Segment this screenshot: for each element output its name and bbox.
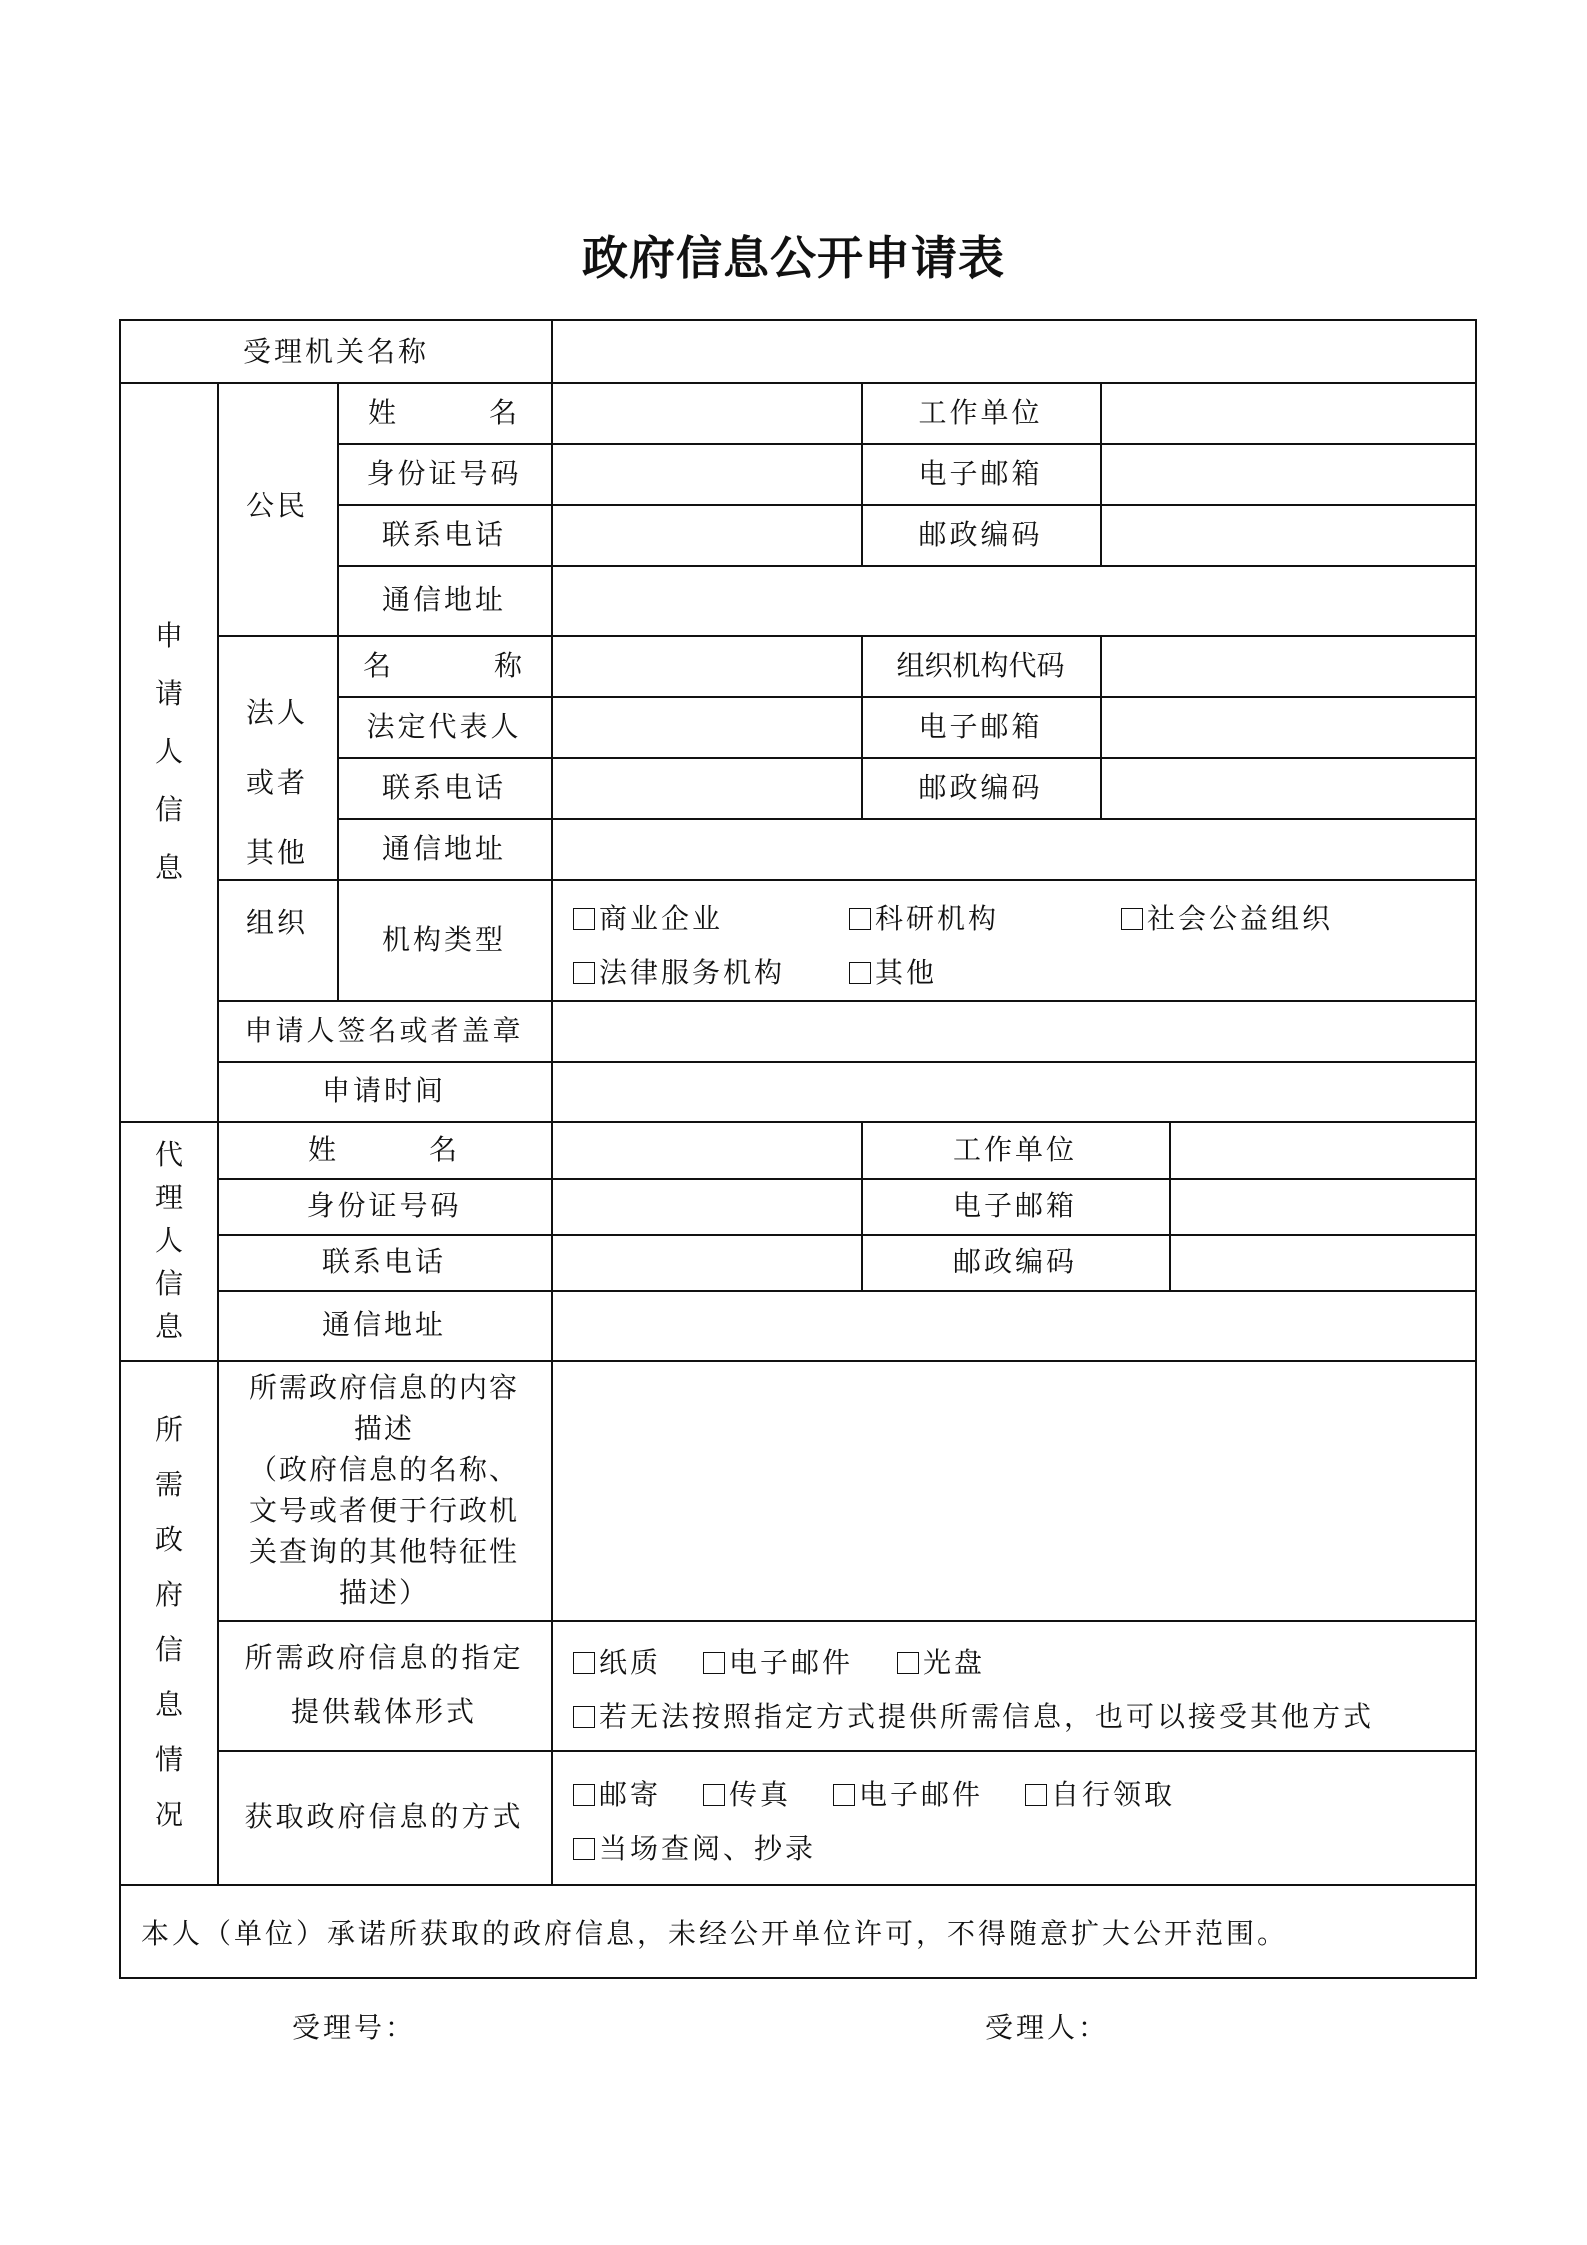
checkbox-icon [1025, 1784, 1047, 1806]
citizen-work-unit-label: 工作单位 [918, 395, 1043, 429]
org-name-field[interactable] [553, 635, 861, 696]
method-option-onsite-review[interactable]: 当场查阅、抄录 [573, 1827, 816, 1867]
citizen-work-unit-field[interactable] [1102, 382, 1477, 443]
agent-phone-label: 联系电话 [321, 1245, 446, 1278]
applicant-signature-label: 申请人签名或者盖章 [244, 1013, 524, 1047]
agent-postcode-label: 邮政编码 [952, 1245, 1077, 1278]
checkbox-icon [573, 908, 595, 930]
application-date-field[interactable] [553, 1061, 1477, 1121]
description-field[interactable] [553, 1360, 1477, 1620]
citizen-id-label: 身份证号码 [366, 456, 522, 490]
agent-name-label: 姓 名 [307, 1132, 461, 1166]
agent-section-label: 代 理 人 信 息 [154, 1138, 183, 1343]
carrier-option-email[interactable]: 电子邮件 [703, 1641, 853, 1681]
citizen-group-label: 公民 [245, 488, 308, 522]
checkbox-icon [703, 1652, 725, 1674]
applicant-signature-field[interactable] [553, 1000, 1477, 1061]
checkbox-icon [573, 1784, 595, 1806]
agent-address-label: 通信地址 [321, 1308, 446, 1341]
org-legal-rep-field[interactable] [553, 696, 861, 757]
agency-field[interactable] [553, 321, 1477, 382]
org-postcode-field[interactable] [1102, 757, 1477, 818]
org-address-field[interactable] [553, 818, 1477, 879]
checkbox-icon [573, 962, 595, 984]
method-option-self-pickup[interactable]: 自行领取 [1025, 1773, 1175, 1813]
agent-email-label: 电子邮箱 [952, 1189, 1077, 1222]
citizen-id-field[interactable] [553, 443, 861, 504]
citizen-name-label: 姓 名 [367, 395, 521, 429]
agent-work-unit-label: 工作单位 [952, 1132, 1077, 1166]
agent-work-unit-field[interactable] [1171, 1121, 1477, 1178]
org-code-label: 组织机构代码 [896, 648, 1065, 682]
citizen-email-field[interactable] [1102, 443, 1477, 504]
applicant-section-label: 申 请 人 信 息 [154, 619, 183, 884]
citizen-email-label: 电子邮箱 [918, 456, 1043, 490]
method-option-email[interactable]: 电子邮件 [833, 1773, 983, 1813]
citizen-name-field[interactable] [553, 382, 861, 443]
checkbox-icon [897, 1652, 919, 1674]
checkbox-icon [849, 962, 871, 984]
org-legal-rep-label: 法定代表人 [366, 709, 522, 743]
org-type-option-public-welfare[interactable]: 社会公益组织 [1121, 897, 1333, 937]
application-form-table [119, 319, 1477, 1979]
receiver-label: 受理人： [985, 2011, 1110, 2044]
org-phone-label: 联系电话 [381, 770, 506, 804]
agent-postcode-field[interactable] [1171, 1234, 1477, 1290]
checkbox-icon [573, 1706, 595, 1728]
carrier-label: 所需政府信息的指定 提供载体形式 [244, 1641, 524, 1728]
org-postcode-label: 邮政编码 [918, 770, 1043, 804]
org-email-label: 电子邮箱 [918, 709, 1043, 743]
commitment-statement: 本人（单位）承诺所获取的政府信息，未经公开单位许可，不得随意扩大公开范围。 [141, 1916, 1289, 1950]
agent-address-field[interactable] [553, 1290, 1477, 1360]
org-type-option-other[interactable]: 其他 [849, 951, 937, 991]
agency-label: 受理机关名称 [242, 334, 429, 368]
method-option-mail[interactable]: 邮寄 [573, 1773, 661, 1813]
info-section-label: 所 需 政 府 信 息 情 况 [154, 1413, 183, 1831]
agent-email-field[interactable] [1171, 1178, 1477, 1234]
page-title: 政府信息公开申请表 [582, 231, 1005, 285]
org-name-label: 名 称 [362, 648, 526, 682]
checkbox-icon [833, 1784, 855, 1806]
citizen-postcode-field[interactable] [1102, 504, 1477, 565]
application-date-label: 申请时间 [321, 1074, 446, 1107]
carrier-option-paper[interactable]: 纸质 [573, 1641, 661, 1681]
agent-id-label: 身份证号码 [306, 1189, 462, 1222]
description-label: 所需政府信息的内容 描述 （政府信息的名称、 文号或者便于行政机 关查询的其他特征性 描述） [248, 1371, 519, 1609]
citizen-postcode-label: 邮政编码 [918, 517, 1043, 551]
org-phone-field[interactable] [553, 757, 861, 818]
agent-id-field[interactable] [553, 1178, 861, 1234]
org-group-label: 法人 或者 其他 组织 [245, 696, 308, 939]
org-type-option-research[interactable]: 科研机构 [849, 897, 999, 937]
org-type-option-legal-service[interactable]: 法律服务机构 [573, 951, 785, 991]
citizen-address-field[interactable] [553, 565, 1477, 635]
agent-phone-field[interactable] [553, 1234, 861, 1290]
org-type-label: 机构类型 [381, 922, 506, 956]
checkbox-icon [703, 1784, 725, 1806]
org-code-field[interactable] [1102, 635, 1477, 696]
citizen-address-label: 通信地址 [381, 583, 506, 616]
org-email-field[interactable] [1102, 696, 1477, 757]
org-address-label: 通信地址 [381, 831, 506, 865]
receipt-number-label: 受理号： [292, 2011, 417, 2044]
carrier-option-disc[interactable]: 光盘 [897, 1641, 985, 1681]
citizen-phone-label: 联系电话 [381, 517, 506, 551]
checkbox-icon [1121, 908, 1143, 930]
method-option-fax[interactable]: 传真 [703, 1773, 791, 1813]
checkbox-icon [573, 1838, 595, 1860]
org-type-option-commercial[interactable]: 商业企业 [573, 897, 723, 937]
citizen-phone-field[interactable] [553, 504, 861, 565]
method-label: 获取政府信息的方式 [244, 1800, 524, 1833]
checkbox-icon [849, 908, 871, 930]
carrier-option-accept-other[interactable]: 若无法按照指定方式提供所需信息，也可以接受其他方式 [573, 1695, 1374, 1735]
checkbox-icon [573, 1652, 595, 1674]
agent-name-field[interactable] [553, 1121, 861, 1178]
